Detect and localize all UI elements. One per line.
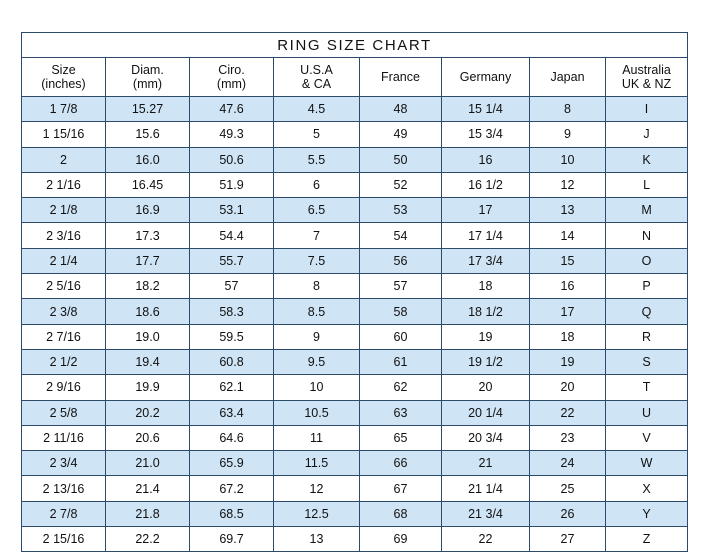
table-cell: V bbox=[606, 425, 688, 450]
table-cell: 20 bbox=[442, 375, 530, 400]
table-cell: 21 bbox=[442, 451, 530, 476]
table-cell: 16 bbox=[530, 274, 606, 299]
table-cell: N bbox=[606, 223, 688, 248]
table-cell: 22 bbox=[442, 527, 530, 552]
table-cell: 20 3/4 bbox=[442, 425, 530, 450]
table-cell: Z bbox=[606, 527, 688, 552]
table-cell: 17 1/4 bbox=[442, 223, 530, 248]
table-cell: 16.45 bbox=[106, 172, 190, 197]
table-cell: U bbox=[606, 400, 688, 425]
table-cell: 51.9 bbox=[190, 172, 274, 197]
table-row bbox=[22, 122, 688, 147]
column-header-line1: France bbox=[381, 69, 420, 84]
table-cell: 15 bbox=[530, 248, 606, 273]
table-cell: Q bbox=[606, 299, 688, 324]
table-cell: 2 13/16 bbox=[22, 476, 106, 501]
table-cell: K bbox=[606, 147, 688, 172]
table-row bbox=[22, 400, 688, 425]
table-cell: 18.2 bbox=[106, 274, 190, 299]
table-row bbox=[22, 97, 688, 122]
table-cell: 49 bbox=[360, 122, 442, 147]
table-cell: 18 bbox=[530, 324, 606, 349]
table-cell: 61 bbox=[360, 349, 442, 374]
table-cell: 52 bbox=[360, 172, 442, 197]
table-cell: 22.2 bbox=[106, 527, 190, 552]
table-cell: 54.4 bbox=[190, 223, 274, 248]
table-cell: 15.27 bbox=[106, 97, 190, 122]
table-cell: 7.5 bbox=[274, 248, 360, 273]
table-cell: 58.3 bbox=[190, 299, 274, 324]
table-cell: 10.5 bbox=[274, 400, 360, 425]
table-row bbox=[22, 223, 688, 248]
column-header-line2: (mm) bbox=[216, 77, 247, 91]
table-cell: 2 7/8 bbox=[22, 501, 106, 526]
table-cell: 21.0 bbox=[106, 451, 190, 476]
table-cell: 17.7 bbox=[106, 248, 190, 273]
table-cell: 16 1/2 bbox=[442, 172, 530, 197]
table-cell: 62 bbox=[360, 375, 442, 400]
table-row bbox=[22, 274, 688, 299]
table-cell: 58 bbox=[360, 299, 442, 324]
table-row bbox=[22, 248, 688, 273]
table-row bbox=[22, 501, 688, 526]
table-cell: 13 bbox=[274, 527, 360, 552]
table-cell: 15 3/4 bbox=[442, 122, 530, 147]
table-cell: Y bbox=[606, 501, 688, 526]
table-row bbox=[22, 299, 688, 324]
table-cell: 67 bbox=[360, 476, 442, 501]
table-cell: L bbox=[606, 172, 688, 197]
table-cell: 16.9 bbox=[106, 198, 190, 223]
table-cell: R bbox=[606, 324, 688, 349]
table-cell: 2 5/8 bbox=[22, 400, 106, 425]
table-row bbox=[22, 324, 688, 349]
table-row bbox=[22, 147, 688, 172]
table-cell: 21.8 bbox=[106, 501, 190, 526]
table-cell: 2 5/16 bbox=[22, 274, 106, 299]
column-header bbox=[360, 58, 442, 97]
column-header bbox=[106, 58, 190, 97]
table-cell: 24 bbox=[530, 451, 606, 476]
column-header-line1: Size bbox=[51, 62, 76, 77]
table-cell: 22 bbox=[530, 400, 606, 425]
chart-title: RING SIZE CHART bbox=[22, 33, 688, 58]
column-header-line1: Germany bbox=[459, 69, 512, 84]
table-cell: 55.7 bbox=[190, 248, 274, 273]
table-cell: 4.5 bbox=[274, 97, 360, 122]
table-cell: M bbox=[606, 198, 688, 223]
table-cell: 20 bbox=[530, 375, 606, 400]
table-cell: I bbox=[606, 97, 688, 122]
table-cell: 16 bbox=[442, 147, 530, 172]
table-row bbox=[22, 476, 688, 501]
table-cell: 10 bbox=[274, 375, 360, 400]
table-cell: T bbox=[606, 375, 688, 400]
table-cell: 56 bbox=[360, 248, 442, 273]
column-header bbox=[274, 58, 360, 97]
table-cell: 13 bbox=[530, 198, 606, 223]
table-cell: 50.6 bbox=[190, 147, 274, 172]
table-cell: 54 bbox=[360, 223, 442, 248]
table-cell: 11.5 bbox=[274, 451, 360, 476]
table-cell: 19 bbox=[442, 324, 530, 349]
table-cell: 5 bbox=[274, 122, 360, 147]
table-cell: 25 bbox=[530, 476, 606, 501]
table-cell: 65 bbox=[360, 425, 442, 450]
column-header-line2: & CA bbox=[301, 77, 332, 91]
table-cell: 8.5 bbox=[274, 299, 360, 324]
table-row bbox=[22, 172, 688, 197]
table-cell: 53.1 bbox=[190, 198, 274, 223]
table-cell: 18 1/2 bbox=[442, 299, 530, 324]
table-cell: 9 bbox=[274, 324, 360, 349]
column-header-line1: Australia bbox=[622, 62, 671, 77]
table-cell: 2 3/8 bbox=[22, 299, 106, 324]
table-header-row bbox=[22, 58, 688, 97]
table-cell: 12 bbox=[274, 476, 360, 501]
table-cell: 12 bbox=[530, 172, 606, 197]
table-cell: 2 1/16 bbox=[22, 172, 106, 197]
table-cell: 17 bbox=[530, 299, 606, 324]
table-cell: 69.7 bbox=[190, 527, 274, 552]
table-row bbox=[22, 425, 688, 450]
table-cell: 19.0 bbox=[106, 324, 190, 349]
table-row bbox=[22, 198, 688, 223]
table-cell: 27 bbox=[530, 527, 606, 552]
table-cell: 65.9 bbox=[190, 451, 274, 476]
table-row bbox=[22, 349, 688, 374]
table-cell: 10 bbox=[530, 147, 606, 172]
table-cell: 5.5 bbox=[274, 147, 360, 172]
table-cell: 26 bbox=[530, 501, 606, 526]
table-cell: 15.6 bbox=[106, 122, 190, 147]
column-header-line2: UK & NZ bbox=[621, 77, 672, 91]
table-cell: 67.2 bbox=[190, 476, 274, 501]
table-cell: 63 bbox=[360, 400, 442, 425]
table-cell: 17.3 bbox=[106, 223, 190, 248]
table-cell: 60.8 bbox=[190, 349, 274, 374]
table-cell: 2 3/4 bbox=[22, 451, 106, 476]
table-cell: 2 11/16 bbox=[22, 425, 106, 450]
table-cell: 8 bbox=[530, 97, 606, 122]
table-cell: 19 bbox=[530, 349, 606, 374]
table-cell: 2 15/16 bbox=[22, 527, 106, 552]
table-cell: 68 bbox=[360, 501, 442, 526]
table-row bbox=[22, 527, 688, 552]
column-header-line2: (mm) bbox=[132, 77, 163, 91]
column-header-line1: Diam. bbox=[131, 62, 164, 77]
table-cell: 17 3/4 bbox=[442, 248, 530, 273]
table-cell: 18 bbox=[442, 274, 530, 299]
table-cell: 48 bbox=[360, 97, 442, 122]
table-cell: 2 bbox=[22, 147, 106, 172]
table-cell: 69 bbox=[360, 527, 442, 552]
table-cell: 2 3/16 bbox=[22, 223, 106, 248]
table-cell: 21 1/4 bbox=[442, 476, 530, 501]
table-cell: P bbox=[606, 274, 688, 299]
table-cell: 59.5 bbox=[190, 324, 274, 349]
table-cell: X bbox=[606, 476, 688, 501]
table-cell: 8 bbox=[274, 274, 360, 299]
table-cell: 18.6 bbox=[106, 299, 190, 324]
table-cell: 15 1/4 bbox=[442, 97, 530, 122]
ring-size-table bbox=[21, 32, 688, 552]
table-cell: 21.4 bbox=[106, 476, 190, 501]
table-cell: S bbox=[606, 349, 688, 374]
ring-size-chart bbox=[21, 32, 687, 552]
table-row bbox=[22, 375, 688, 400]
table-cell: 64.6 bbox=[190, 425, 274, 450]
table-cell: 62.1 bbox=[190, 375, 274, 400]
table-cell: 20.2 bbox=[106, 400, 190, 425]
table-cell: 23 bbox=[530, 425, 606, 450]
table-cell: 9.5 bbox=[274, 349, 360, 374]
table-cell: 60 bbox=[360, 324, 442, 349]
table-cell: 50 bbox=[360, 147, 442, 172]
table-cell: 2 9/16 bbox=[22, 375, 106, 400]
table-cell: 19.4 bbox=[106, 349, 190, 374]
column-header bbox=[606, 58, 688, 97]
table-cell: 2 1/8 bbox=[22, 198, 106, 223]
table-cell: 66 bbox=[360, 451, 442, 476]
table-cell: 19 1/2 bbox=[442, 349, 530, 374]
table-cell: 68.5 bbox=[190, 501, 274, 526]
table-cell: 7 bbox=[274, 223, 360, 248]
table-cell: 2 7/16 bbox=[22, 324, 106, 349]
table-cell: 6 bbox=[274, 172, 360, 197]
table-cell: 49.3 bbox=[190, 122, 274, 147]
column-header bbox=[442, 58, 530, 97]
table-cell: 57 bbox=[360, 274, 442, 299]
table-cell: 11 bbox=[274, 425, 360, 450]
column-header-line1: Japan bbox=[550, 69, 585, 84]
column-header bbox=[530, 58, 606, 97]
table-cell: 1 7/8 bbox=[22, 97, 106, 122]
table-cell: 17 bbox=[442, 198, 530, 223]
table-cell: O bbox=[606, 248, 688, 273]
table-cell: 20 1/4 bbox=[442, 400, 530, 425]
column-header bbox=[190, 58, 274, 97]
table-cell: 9 bbox=[530, 122, 606, 147]
table-row bbox=[22, 451, 688, 476]
column-header-line1: Ciro. bbox=[218, 62, 245, 77]
table-cell: 12.5 bbox=[274, 501, 360, 526]
table-cell: 2 1/2 bbox=[22, 349, 106, 374]
table-cell: 14 bbox=[530, 223, 606, 248]
table-cell: 16.0 bbox=[106, 147, 190, 172]
table-cell: W bbox=[606, 451, 688, 476]
table-cell: 21 3/4 bbox=[442, 501, 530, 526]
table-cell: 19.9 bbox=[106, 375, 190, 400]
column-header-line1: U.S.A bbox=[300, 62, 333, 77]
table-cell: 20.6 bbox=[106, 425, 190, 450]
table-cell: 57 bbox=[190, 274, 274, 299]
table-cell: J bbox=[606, 122, 688, 147]
table-cell: 1 15/16 bbox=[22, 122, 106, 147]
column-header-line2: (inches) bbox=[41, 77, 86, 91]
table-cell: 2 1/4 bbox=[22, 248, 106, 273]
table-cell: 6.5 bbox=[274, 198, 360, 223]
title-row bbox=[22, 33, 688, 58]
column-header bbox=[22, 58, 106, 97]
table-cell: 63.4 bbox=[190, 400, 274, 425]
table-cell: 53 bbox=[360, 198, 442, 223]
table-cell: 47.6 bbox=[190, 97, 274, 122]
